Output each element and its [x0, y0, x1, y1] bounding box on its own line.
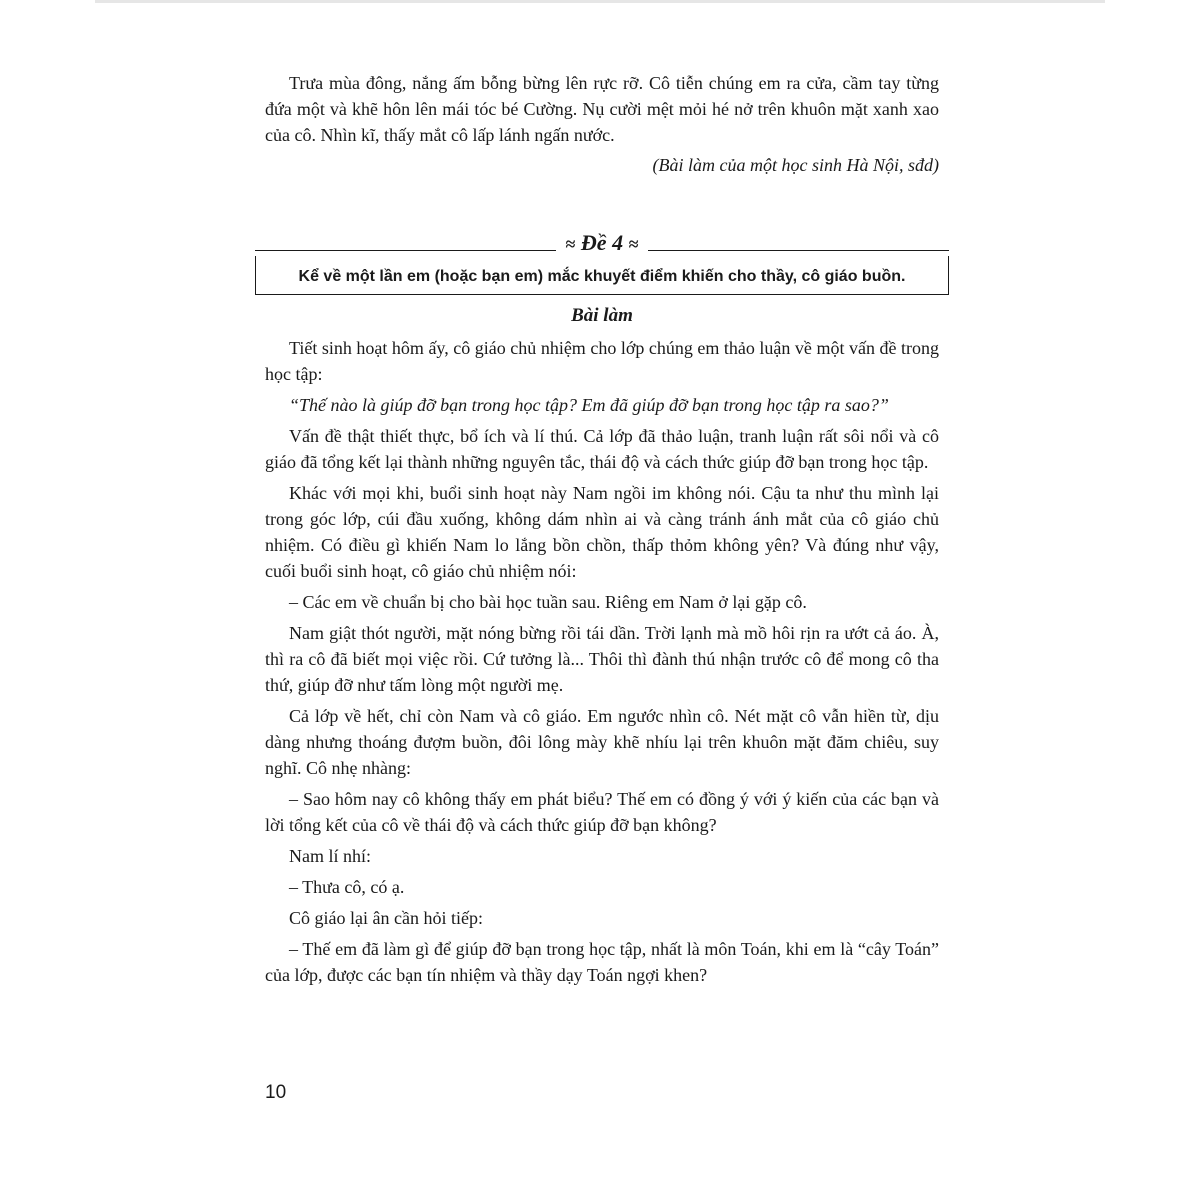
essay-paragraph: Nam lí nhí: — [289, 846, 371, 866]
intro-paragraph: Trưa mùa đông, nắng ấm bỗng bừng lên rực rỡ. Cô tiễn chúng em ra cửa, cầm tay từng đứa một và khẽ hôn lên mái tóc bé Cường. Nụ cười mệt mỏi hé nở trên khuôn mặt xanh xao của cô. Nhìn kĩ, thấy mắt cô lấp lánh ngấn nước. — [265, 73, 939, 145]
essay-paragraph: Khác với mọi khi, buổi sinh hoạt này Nam ngồi im không nói. Cậu ta như thu mình lại trong góc lớp, cúi đầu xuống, không dám nhìn ai và càng tránh ánh mắt của cô giáo chủ nhiệm. Có điều gì khiến Nam lo lắng bồn chồn, thấp thỏm không yên? Và đúng như vậy, cuối buổi sinh hoạt, cô giáo chủ nhiệm nói: — [265, 483, 939, 581]
intro-source: (Bài làm của một học sinh Hà Nội, sđd) — [652, 155, 939, 175]
essay-dialogue: – Sao hôm nay cô không thấy em phát biểu? Thế em có đồng ý với ý kiến của các bạn và lời tổng kết của cô về thái độ và cách thức giúp đỡ bạn không? — [265, 789, 939, 835]
topic-rule-left — [255, 250, 556, 251]
topic-title — [556, 230, 649, 256]
topic-rule-right — [648, 250, 949, 251]
top-edge-rule — [95, 0, 1105, 3]
ornament-left-icon: ≈ — [565, 234, 576, 254]
essay-heading: Bài làm — [571, 305, 633, 326]
essay-dialogue: – Các em về chuẩn bị cho bài học tuần sau. Riêng em Nam ở lại gặp cô. — [289, 592, 807, 612]
essay-paragraph: Tiết sinh hoạt hôm ấy, cô giáo chủ nhiệm cho lớp chúng em thảo luận về một vấn đề trong học tập: — [265, 338, 939, 384]
essay-dialogue: – Thế em đã làm gì để giúp đỡ bạn trong học tập, nhất là môn Toán, khi em là “cây Toán” của lớp, được các bạn tín nhiệm và thầy dạy Toán ngợi khen? — [265, 939, 939, 985]
topic-prompt-box — [255, 256, 949, 295]
essay-paragraph: Nam giật thót người, mặt nóng bừng rồi tái dần. Trời lạnh mà mồ hôi rịn ra ướt cả áo. À, thì ra cô đã biết mọi việc rồi. Cứ tưởng là... Thôi thì đành thú nhận trước cô để mong cô tha thứ, giúp đỡ như tấm lòng một người mẹ. — [265, 623, 939, 695]
book-page — [265, 70, 939, 988]
essay-dialogue: – Thưa cô, có ạ. — [289, 877, 405, 897]
essay-paragraph: Cả lớp về hết, chỉ còn Nam và cô giáo. Em ngước nhìn cô. Nét mặt cô vẫn hiền từ, dịu dàng nhưng thoáng đượm buồn, đôi lông mày khẽ nhíu lại trên khuôn mặt đăm chiêu, suy nghĩ. Cô nhẹ nhàng: — [265, 706, 939, 778]
page-number: 10 — [265, 1082, 287, 1103]
essay-paragraph: Vấn đề thật thiết thực, bổ ích và lí thú. Cả lớp đã thảo luận, tranh luận rất sôi nổi và cô giáo đã tổng kết lại thành những nguyên tắc, thái độ và cách thức giúp đỡ bạn trong học tập. — [265, 426, 939, 472]
topic-header — [255, 230, 949, 256]
topic-section — [255, 230, 949, 295]
topic-title-text: Đề 4 — [580, 230, 624, 255]
topic-prompt: Kể về một lần em (hoặc bạn em) mắc khuyết điểm khiến cho thầy, cô giáo buồn. — [298, 268, 906, 285]
ornament-right-icon: ≈ — [628, 234, 639, 254]
essay-question: “Thế nào là giúp đỡ bạn trong học tập? Em đã giúp đỡ bạn trong học tập ra sao?” — [289, 395, 889, 415]
essay-paragraph: Cô giáo lại ân cần hỏi tiếp: — [289, 908, 483, 928]
